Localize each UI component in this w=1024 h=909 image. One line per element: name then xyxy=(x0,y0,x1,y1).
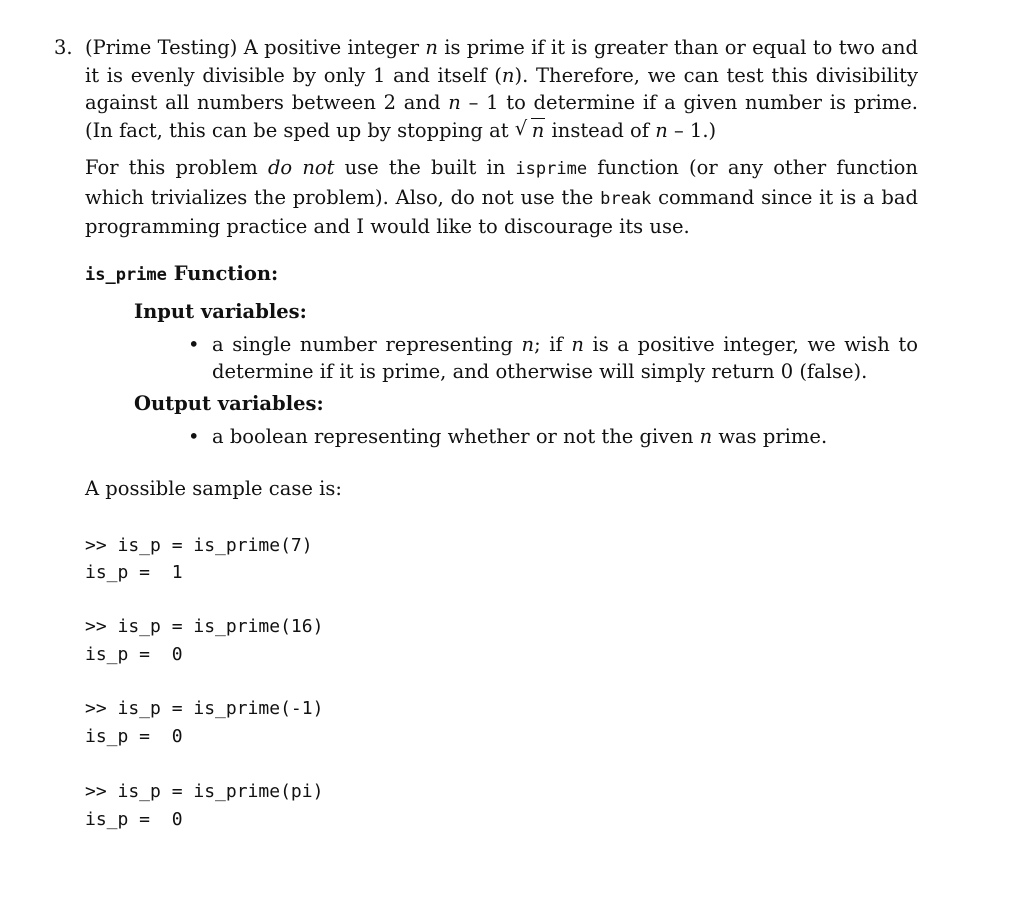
input-variables-heading: Input variables: xyxy=(134,300,307,323)
output-text-2: was prime. xyxy=(718,425,828,448)
math-n: n xyxy=(571,333,584,356)
sample-result-4: is_p = 0 xyxy=(85,809,183,830)
intro-text-6: – 1.) xyxy=(673,118,717,142)
problem-rules xyxy=(85,154,918,241)
rules-text-3: function (or any other function which trivializes the problem). Also, do not use the xyxy=(85,156,918,209)
math-n: n xyxy=(655,118,668,142)
sqrt-n xyxy=(515,117,546,145)
function-heading-label: Function: xyxy=(173,262,279,285)
problem-intro xyxy=(85,34,918,144)
radical-sign-icon: √ xyxy=(514,116,528,140)
output-text-1: a boolean representing whether or not the given xyxy=(212,425,694,448)
intro-text-1: (Prime Testing) A positive integer xyxy=(85,36,420,59)
sample-result-1: is_p = 1 xyxy=(85,562,183,583)
sample-result-2: is_p = 0 xyxy=(85,644,183,665)
input-bullet-text xyxy=(212,331,918,385)
math-n: n xyxy=(501,63,515,87)
rules-emphasis: do not xyxy=(267,156,335,179)
math-n: n xyxy=(425,36,438,59)
input-text-2: ; if xyxy=(534,333,563,356)
output-variables-heading: Output variables: xyxy=(134,392,324,415)
output-bullet-text xyxy=(212,423,918,450)
function-heading xyxy=(85,260,278,289)
sample-call-2: >> is_p = is_prime(16) xyxy=(85,616,324,637)
sample-result-3: is_p = 0 xyxy=(85,726,183,747)
math-n: n xyxy=(448,91,461,114)
intro-text-5: instead of xyxy=(551,118,649,142)
function-name-code: is_prime xyxy=(85,265,167,285)
problem-number: 3. xyxy=(54,36,73,59)
code-isprime: isprime xyxy=(515,159,588,179)
intro-text-2: is prime if it is greater than or equal to two and it is evenly divisible by only 1 and itself ( xyxy=(85,36,918,87)
rules-text-4: command since it is a bad programming practice and I would like to discourage its use. xyxy=(85,185,918,238)
bullet-icon: • xyxy=(188,425,200,448)
math-n: n xyxy=(521,333,535,356)
input-text-1: a single number representing xyxy=(212,333,513,356)
input-text-3: is a positive integer, we wish to determine if it is prime, and otherwise will simply return 0 (false). xyxy=(212,333,918,383)
code-break: break xyxy=(600,188,652,209)
rules-text-2: use the built in xyxy=(344,156,506,179)
sample-call-1: >> is_p = is_prime(7) xyxy=(85,535,313,556)
rules-text-1: For this problem xyxy=(85,156,258,179)
intro-text-3: ). Therefore, we can test this divisibility against all numbers between 2 and xyxy=(85,63,919,114)
bullet-icon: • xyxy=(188,333,200,356)
sample-call-3: >> is_p = is_prime(-1) xyxy=(85,698,324,719)
math-n: n xyxy=(531,118,545,142)
math-n: n xyxy=(699,425,713,448)
sample-intro: A possible sample case is: xyxy=(85,477,342,500)
sample-call-4: >> is_p = is_prime(pi) xyxy=(85,781,324,802)
intro-text-4: – 1 to determine if a given number is prime. (In fact, this can be sped up by stopping at xyxy=(85,91,919,142)
